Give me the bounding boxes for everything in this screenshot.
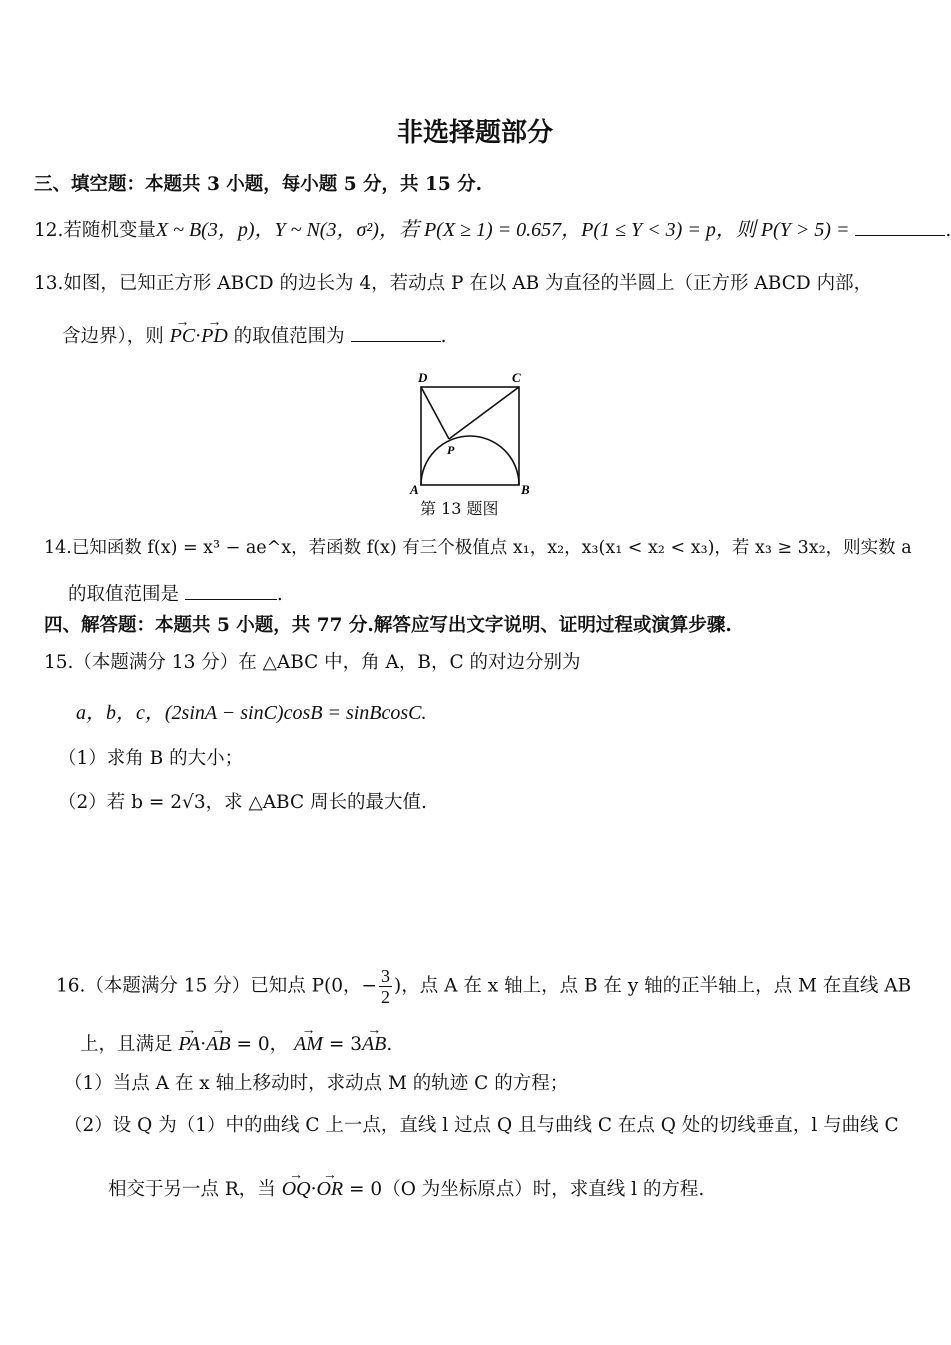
question-16-part2-line2 xyxy=(108,1176,704,1203)
question-13-text-b: 的取值范围为 xyxy=(233,326,345,347)
dot-operator: · xyxy=(200,1034,207,1055)
question-13-line2 xyxy=(62,323,446,350)
section-4-heading: 四、解答题：本题共 5 小题，共 77 分.解答应写出文字说明、证明过程或演算步骤. xyxy=(44,615,732,636)
vector-or: → OR xyxy=(316,1176,343,1202)
question-15-part2: （2）若 b = 2√3，求 △ABC 周长的最大值. xyxy=(58,792,427,813)
answer-blank-12[interactable] xyxy=(855,217,945,236)
vector-pc: → PC xyxy=(170,323,196,349)
page-title: 非选择题部分 xyxy=(396,118,553,148)
question-16-text-g: 相交于另一点 R，当 xyxy=(108,1179,276,1200)
question-16-part1: （1）当点 A 在 x 轴上移动时，求动点 M 的轨迹 C 的方程； xyxy=(64,1073,569,1094)
segment-pd xyxy=(421,387,449,439)
section-3-heading: 三、填空题：本题共 3 小题，每小题 5 分，共 15 分. xyxy=(34,174,483,195)
question-16-line1 xyxy=(56,966,911,1007)
fraction-numerator: 3 xyxy=(381,966,391,986)
semicircle-ab xyxy=(421,436,519,485)
answer-blank-13[interactable] xyxy=(351,323,441,342)
question-12-math: X ~ B(3，p)，Y ~ N(3，σ²)，若 P(X ≥ 1) = 0.657，P(1 ≤ Y < 3) = p，则 P(Y > 5) = xyxy=(155,219,850,241)
question-16-text-e: = 3 xyxy=(328,1034,362,1055)
question-16-text-b: )，点 A 在 x 轴上，点 B 在 y 轴的正半轴上，点 M 在直线 AB xyxy=(394,975,912,997)
answer-blank-14[interactable] xyxy=(185,581,277,600)
fraction-denominator: 2 xyxy=(381,987,391,1007)
question-12-end: . xyxy=(945,220,951,241)
question-14-text: 的取值范围是 xyxy=(68,584,180,605)
segment-pc xyxy=(449,387,519,439)
vector-ab-2: → AB xyxy=(362,1031,386,1057)
question-14-line1: 14.已知函数 f(x) = x³ − ae^x，若函数 f(x) 有三个极值点 x₁，x₂，x₃(x₁ < x₂ < x₃)，若 x₃ ≥ 3x₂，则实数 a xyxy=(44,538,912,558)
label-b: B xyxy=(521,482,530,497)
label-c: C xyxy=(512,370,521,385)
question-12 xyxy=(34,217,951,244)
question-13-end: . xyxy=(440,326,447,347)
fraction-3-2 xyxy=(379,966,392,1007)
question-16-text-a: 16.（本题满分 15 分）已知点 P(0，− xyxy=(56,975,378,997)
vector-pa: → PA xyxy=(178,1031,200,1057)
vector-am: → AM xyxy=(294,1031,323,1057)
vector-pd: → PD xyxy=(201,323,228,349)
question-16-text-d: = 0， xyxy=(236,1034,289,1055)
figure-13-diagram xyxy=(400,365,550,500)
question-16-text-c: 上，且满足 xyxy=(80,1034,173,1055)
question-15-line2: a，b，c，(2sinA − sinC)cosB = sinBcosC. xyxy=(76,702,427,724)
question-14-end: . xyxy=(276,584,283,605)
question-16-text-h: = 0（O 为坐标原点）时，求直线 l 的方程. xyxy=(349,1179,705,1200)
question-13-text: 含边界），则 xyxy=(62,326,164,347)
question-14-line2 xyxy=(68,581,283,608)
question-16-text-f: . xyxy=(386,1034,393,1055)
dot-operator: · xyxy=(195,326,202,347)
label-d: D xyxy=(418,370,428,385)
vector-oq: → OQ xyxy=(282,1176,311,1202)
vector-ab: → AB xyxy=(206,1031,230,1057)
question-15-part1: （1）求角 B 的大小； xyxy=(58,748,244,769)
dot-operator: · xyxy=(310,1179,317,1200)
question-12-text: 12.若随机变量 xyxy=(34,220,156,241)
question-16-line2 xyxy=(80,1031,392,1058)
question-13-line1: 13.如图，已知正方形 ABCD 的边长为 4，若动点 P 在以 AB 为直径的半圆上（正方形 ABCD 内部， xyxy=(34,273,873,294)
question-16-part2-line1: （2）设 Q 为（1）中的曲线 C 上一点，直线 l 过点 Q 且与曲线 C 在点 Q 处的切线垂直，l 与曲线 C xyxy=(64,1115,899,1136)
label-p: P xyxy=(447,443,455,457)
question-15-line1: 15.（本题满分 13 分）在 △ABC 中，角 A，B，C 的对边分别为 xyxy=(44,652,581,673)
figure-13-caption: 第 13 题图 xyxy=(420,499,499,518)
label-a: A xyxy=(410,482,419,497)
